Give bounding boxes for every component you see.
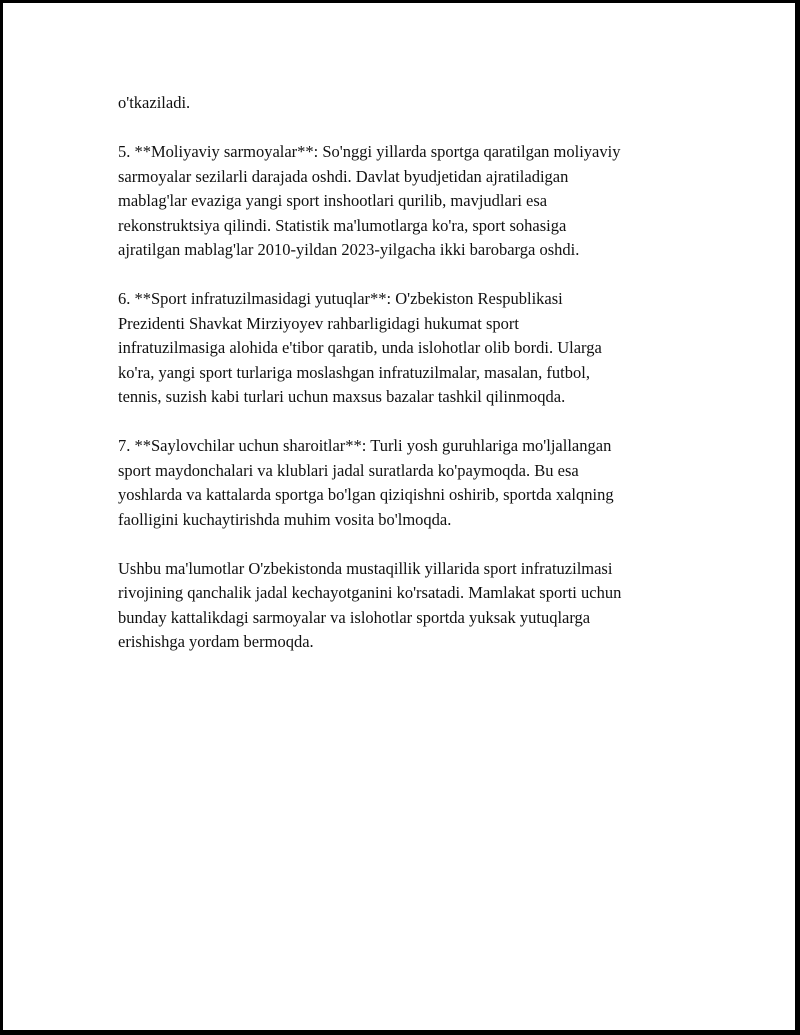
paragraph-conclusion [118,557,708,655]
paragraph-continuation [118,91,708,116]
text-line: rekonstruktsiya qilindi. Statistik ma'lumotlarga ko'ra, sport sohasiga [118,215,567,235]
text-line: yoshlarda va kattalarda sportga bo'lgan qiziqishni oshirib, sportda xalqning [118,485,614,504]
text-line: bunday kattalikdagi sarmoyalar va islohotlar sportda yuksak yutuqlarga [118,607,591,627]
text-line: erishishga yordam bermoqda. [118,632,314,651]
text-line: mablag'lar evaziga yangi sport inshootlari qurilib, mavjudlari esa [118,191,548,210]
paragraph-financial-investments [118,140,708,263]
text-line: 7. **Saylovchilar uchun sharoitlar**: Turli yosh guruhlariga mo'ljallangan [118,436,612,455]
text-line: o'tkaziladi. [118,93,191,112]
text-line: infratuzilmasiga alohida e'tibor qaratib, unda islohotlar olib bordi. Ularga [118,338,602,357]
text-line: tennis, suzish kabi turlari uchun maxsus bazalar tashkil qilinmoqda. [118,387,566,406]
document-body [118,91,708,679]
text-line: faolligini kuchaytirishda muhim vosita bo'lmoqda. [118,509,452,529]
text-line: Ushbu ma'lumotlar O'zbekistonda mustaqillik yillarida sport infratuzilmasi [118,558,613,578]
paragraph-conditions [118,434,708,532]
text-line: ajratilgan mablag'lar 2010-yildan 2023-yilgacha ikki barobarga oshdi. [118,240,580,259]
text-line: sarmoyalar sezilarli darajada oshdi. Davlat byudjetidan ajratiladigan [118,166,569,186]
text-line: Prezidenti Shavkat Mirziyoyev rahbarligidagi hukumat sport [118,313,519,333]
text-line: sport maydonchalari va klublari jadal suratlarda ko'paymoqda. Bu esa [118,460,579,480]
text-line: ko'ra, yangi sport turlariga moslashgan infratuzilmalar, masalan, futbol, [118,362,590,382]
text-line: 5. **Moliyaviy sarmoyalar**: So'nggi yillarda sportga qaratilgan moliyaviy [118,142,621,161]
text-line: 6. **Sport infratuzilmasidagi yutuqlar**: O'zbekiston Respublikasi [118,289,563,308]
paragraph-infrastructure-achievements [118,287,708,410]
text-line: rivojining qanchalik jadal kechayotganini ko'rsatadi. Mamlakat sporti uchun [118,583,622,602]
